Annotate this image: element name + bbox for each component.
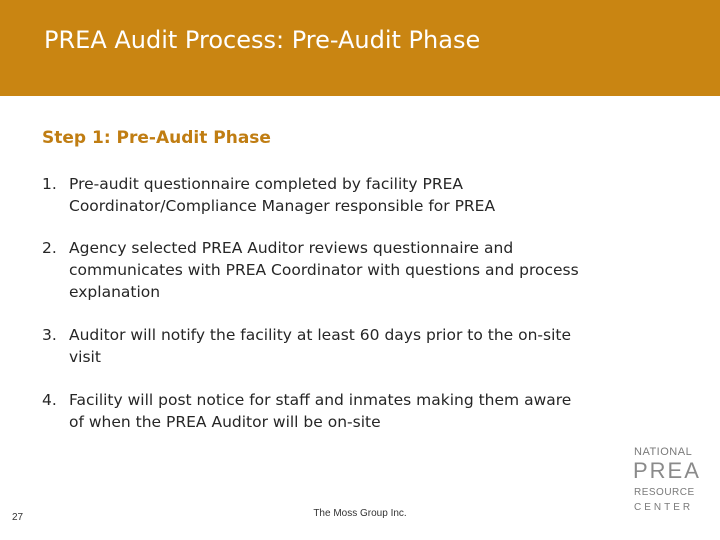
list-item-text	[69, 324, 682, 368]
list-item-number: 4.	[42, 391, 57, 409]
list-item-text-line1: Auditor will notify the facility at least 60 days prior to the on-site	[69, 326, 572, 344]
list-item-text	[69, 389, 682, 433]
list-item	[42, 237, 682, 303]
list-item-text-line1: Pre-audit questionnaire completed by facility PREA	[69, 175, 463, 193]
list-item-text-rest: communicates with PREA Coordinator with questions and process explanation	[69, 261, 579, 301]
list-item	[42, 173, 682, 217]
list-item-text-line1: Facility will post notice for staff and inmates making them aware	[69, 391, 572, 409]
list-item-text	[69, 173, 682, 217]
step-heading: Step 1: Pre-Audit Phase	[42, 128, 271, 148]
list-item-number: 1.	[42, 175, 57, 193]
list-item	[42, 324, 682, 368]
list-item-number: 3.	[42, 326, 57, 344]
list-item-text-rest: Coordinator/Compliance Manager responsible for PREA	[69, 197, 496, 215]
national-prea-resource-center-logo	[632, 446, 708, 522]
header-bar	[0, 0, 720, 96]
page-number: 27	[12, 512, 24, 523]
list-item	[42, 389, 682, 433]
logo-text-resource: RESOURCE	[634, 487, 695, 498]
list-item-text-rest: visit	[69, 348, 101, 366]
logo-text-center: CENTER	[634, 502, 694, 513]
footer-credit: The Moss Group Inc.	[313, 508, 407, 519]
logo-text-national: NATIONAL	[634, 446, 693, 458]
slide-title: PREA Audit Process: Pre-Audit Phase	[44, 26, 481, 54]
list-item-text-line1: Agency selected PREA Auditor reviews questionnaire and	[69, 239, 514, 257]
list-item-text-rest: of when the PREA Auditor will be on-site	[69, 413, 381, 431]
list-item-number: 2.	[42, 239, 57, 257]
logo-text-prea: PREA	[633, 458, 701, 483]
list-item-text	[69, 237, 682, 303]
